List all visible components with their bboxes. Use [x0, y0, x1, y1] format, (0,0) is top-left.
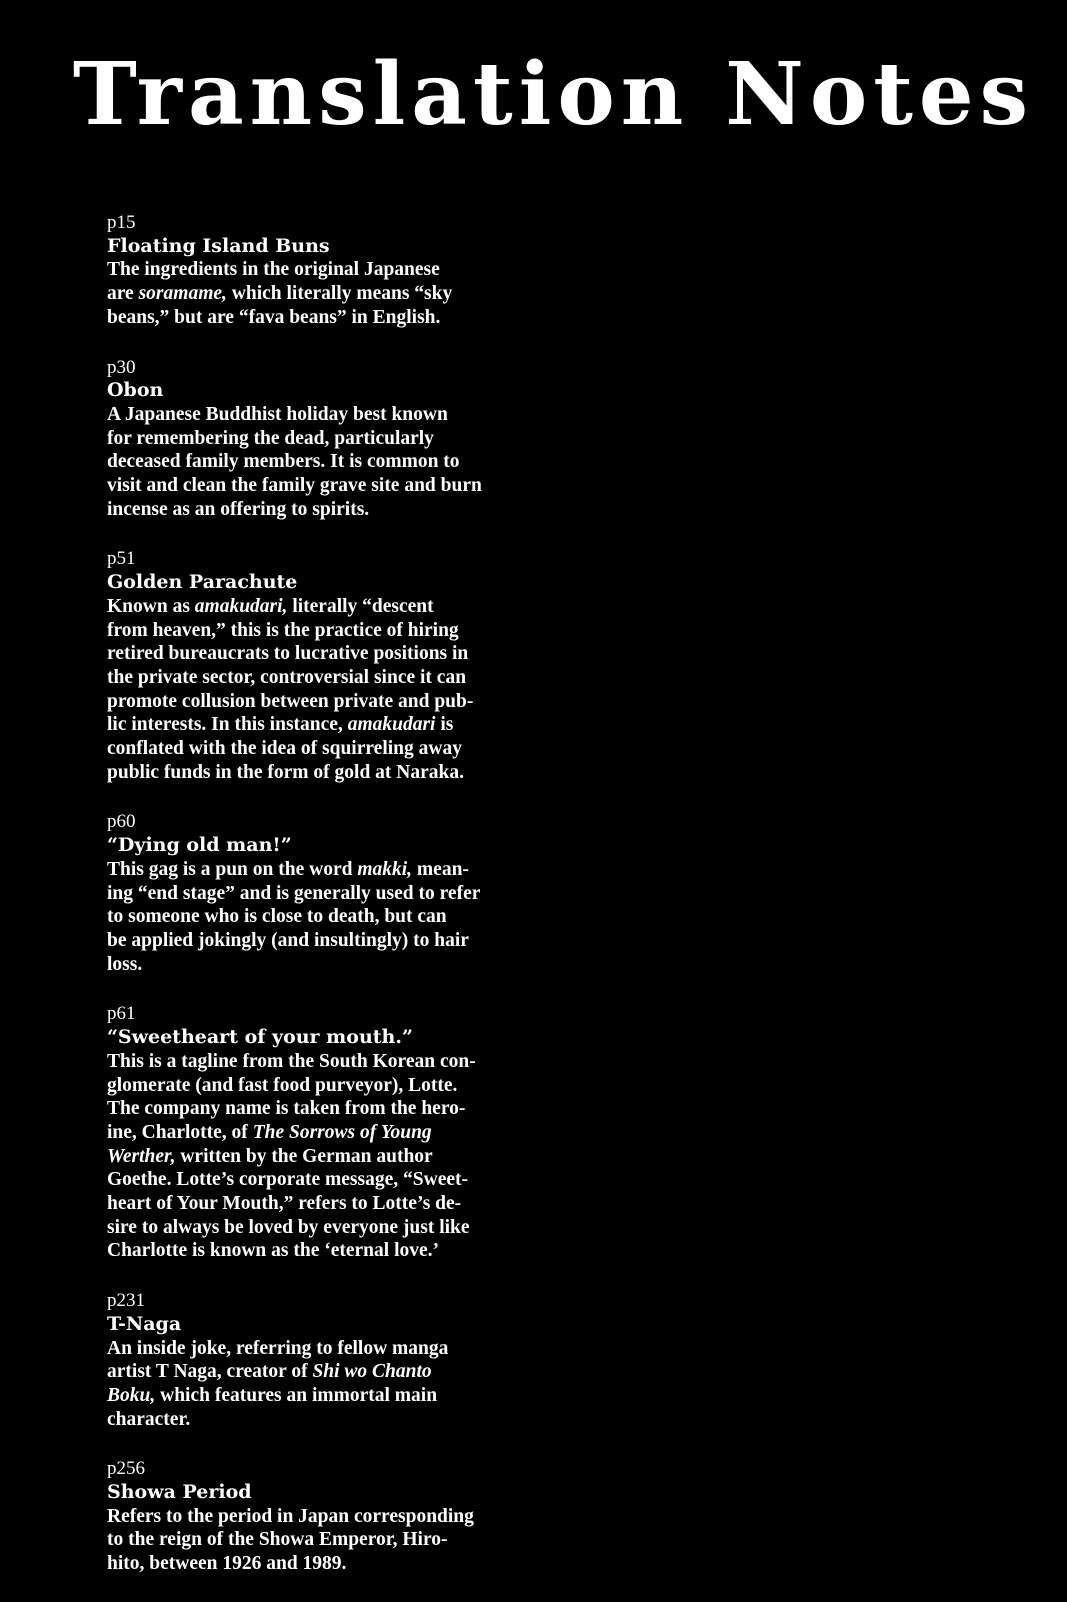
note-heading: Golden Parachute [107, 571, 298, 594]
text-run: which features an immortal main [155, 1384, 438, 1406]
note-entry [107, 810, 567, 976]
text-run: from heaven,” this is the practice of hiring [107, 619, 459, 641]
note-entry [107, 547, 567, 784]
text-run: beans,” but are “fava beans” in English. [107, 306, 441, 328]
italic-term: amakudari [347, 714, 436, 736]
note-body-line [107, 737, 567, 761]
note-heading: Floating Island Buns [107, 234, 330, 257]
note-body-line [107, 619, 567, 643]
text-run: Known as [107, 595, 195, 617]
note-body-line [107, 498, 567, 522]
note-body-line [107, 282, 567, 306]
note-body-line [107, 1168, 567, 1192]
note-entry [107, 1002, 567, 1263]
note-body [107, 858, 567, 977]
text-run: ine, Charlotte, of [107, 1121, 253, 1143]
text-run: loss. [107, 953, 143, 975]
text-run: are [107, 283, 139, 305]
note-body [107, 595, 567, 785]
text-run: the private sector, controversial since it can [107, 666, 467, 688]
note-heading: Showa Period [107, 1481, 252, 1504]
text-run: A Japanese Buddhist holiday best known [107, 403, 448, 425]
note-page-number: p231 [107, 1290, 145, 1312]
note-entry [107, 1289, 567, 1431]
note-body-line [107, 690, 567, 714]
text-run: Charlotte is known as the ‘eternal love.’ [107, 1240, 440, 1262]
note-body-line [107, 761, 567, 785]
note-body-line [107, 1121, 567, 1145]
note-body [107, 1337, 567, 1432]
note-body-line [107, 1360, 567, 1384]
text-run: Goethe. Lotte’s corporate message, “Sweet- [107, 1169, 468, 1191]
note-body-line [107, 403, 567, 427]
text-run: to someone who is close to death, but can [107, 906, 447, 928]
text-run: conflated with the idea of squirreling away [107, 738, 462, 760]
text-run: written by the German author [175, 1145, 433, 1167]
text-run: lic interests. In this instance, [107, 714, 348, 736]
text-run: Refers to the period in Japan corresponding [107, 1505, 474, 1527]
italic-term: Boku, [107, 1384, 156, 1406]
note-body-line [107, 1552, 567, 1576]
text-run: deceased family members. It is common to [107, 451, 460, 473]
text-run: hito, between 1926 and 1989. [107, 1553, 347, 1575]
text-run: retired bureaucrats to lucrative positions in [107, 643, 469, 665]
italic-term: makki, [357, 858, 413, 880]
note-body-line [107, 1505, 567, 1529]
note-body-line [107, 1528, 567, 1552]
italic-term: Shi wo Chanto [312, 1361, 432, 1383]
text-run: The company name is taken from the hero- [107, 1098, 466, 1120]
note-body-line [107, 474, 567, 498]
note-body-line [107, 858, 567, 882]
note-heading: “Sweetheart of your mouth.” [107, 1026, 413, 1049]
text-run: heart of Your Mouth,” refers to Lotte’s de- [107, 1193, 462, 1215]
note-body-line [107, 1145, 567, 1169]
note-body-line [107, 666, 567, 690]
text-run: character. [107, 1408, 191, 1430]
text-run: The ingredients in the original Japanese [107, 259, 440, 281]
text-run: An inside joke, referring to fellow manga [107, 1337, 449, 1359]
note-body [107, 1050, 567, 1263]
note-heading: “Dying old man!” [107, 834, 292, 857]
note-heading: T-Naga [107, 1312, 182, 1335]
note-body-line [107, 306, 567, 330]
note-body-line [107, 595, 567, 619]
note-body-line [107, 427, 567, 451]
note-body-line [107, 882, 567, 906]
text-run: ing “end stage” and is generally used to refer [107, 882, 481, 904]
text-run: to the reign of the Showa Emperor, Hiro- [107, 1529, 448, 1551]
note-page-number: p15 [107, 212, 136, 233]
note-page-number: p61 [107, 1003, 136, 1025]
text-run: mean- [412, 858, 469, 880]
text-run: This gag is a pun on the word [107, 858, 358, 880]
note-body-line [107, 1337, 567, 1361]
note-body-line [107, 1408, 567, 1432]
note-body-line [107, 1192, 567, 1216]
italic-term: soramame, [138, 283, 227, 305]
note-body-line [107, 713, 567, 737]
note-page-number: p30 [107, 356, 136, 378]
italic-term: amakudari, [194, 595, 288, 617]
note-body-line [107, 953, 567, 977]
note-entry [107, 356, 567, 522]
text-run: sire to always be loved by everyone just like [107, 1216, 470, 1238]
note-page-number: p256 [107, 1458, 145, 1480]
italic-term: The Sorrows of Young [252, 1121, 432, 1143]
italic-term: Werther, [107, 1145, 176, 1167]
note-heading: Obon [107, 379, 164, 402]
text-run: visit and clean the family grave site and burn [107, 475, 482, 497]
note-page-number: p60 [107, 811, 136, 833]
text-run: glomerate (and fast food purveyor), Lotte. [107, 1074, 458, 1096]
text-run: promote collusion between private and pub- [107, 690, 474, 712]
text-run: for remembering the dead, particularly [107, 427, 434, 449]
note-body-line [107, 1097, 567, 1121]
note-body [107, 403, 567, 522]
note-body-line [107, 905, 567, 929]
note-body [107, 1505, 567, 1576]
page-title: Translation Notes [72, 44, 1035, 145]
note-body-line [107, 450, 567, 474]
text-run: public funds in the form of gold at Naraka. [107, 761, 464, 783]
text-run: which literally means “sky [226, 283, 453, 305]
note-body-line [107, 642, 567, 666]
note-body-line [107, 258, 567, 282]
note-body-line [107, 1216, 567, 1240]
note-body-line [107, 1074, 567, 1098]
note-body [107, 258, 567, 329]
text-run: literally “descent [287, 595, 434, 617]
text-run: incense as an offering to spirits. [107, 498, 370, 520]
note-body-line [107, 1384, 567, 1408]
text-run: be applied jokingly (and insultingly) to hair [107, 929, 469, 951]
note-page-number: p51 [107, 548, 136, 570]
note-body-line [107, 1050, 567, 1074]
text-run: artist T Naga, creator of [107, 1361, 313, 1383]
note-body-line [107, 929, 567, 953]
note-body-line [107, 1239, 567, 1263]
notes-list [107, 211, 567, 1602]
text-run: This is a tagline from the South Korean con- [107, 1050, 476, 1072]
note-entry [107, 1457, 567, 1576]
text-run: is [435, 714, 454, 736]
note-entry [107, 211, 567, 330]
